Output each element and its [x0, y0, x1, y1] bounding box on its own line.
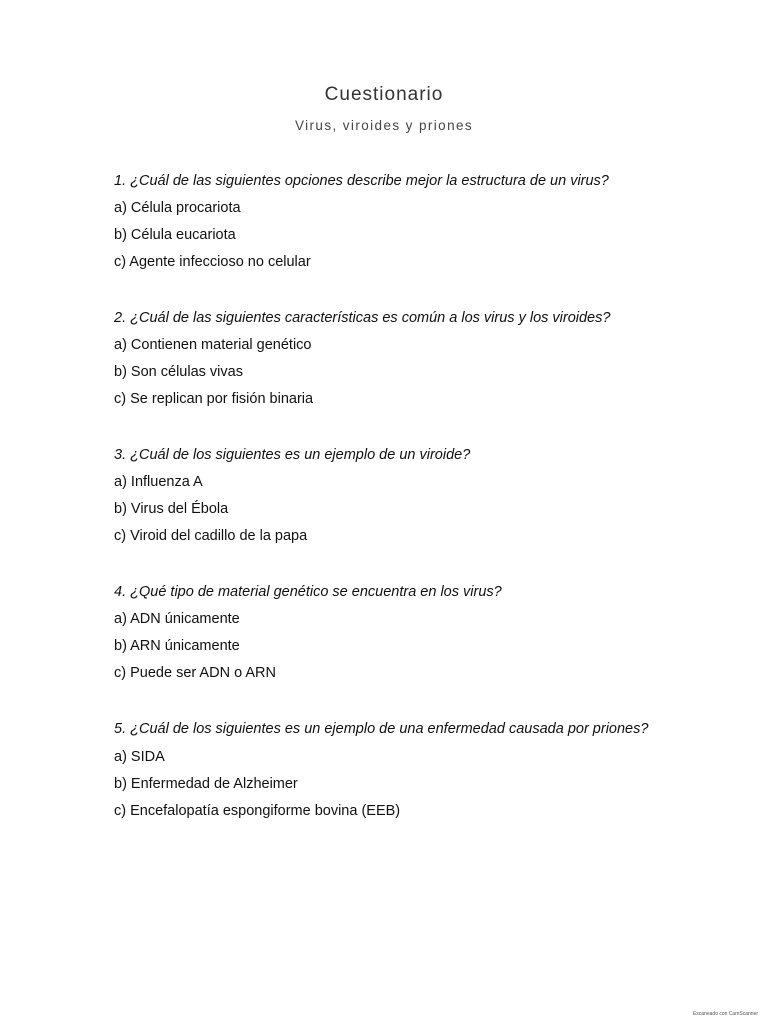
question-text: 2. ¿Cuál de las siguientes características es común a los virus y los viroides? [114, 310, 611, 326]
question-text: 4. ¿Qué tipo de material genético se encuentra en los virus? [114, 584, 502, 600]
option-a: a) Contienen material genético [114, 337, 312, 353]
option-c: c) Se replican por fisión binaria [114, 391, 314, 407]
option-b: b) Enfermedad de Alzheimer [114, 776, 298, 792]
option-c: c) Agente infeccioso no celular [114, 254, 311, 270]
question-4 [114, 583, 674, 682]
page-title: Cuestionario [324, 84, 444, 105]
page-subtitle: Virus, viroides y priones [294, 118, 474, 133]
option-b: b) Son células vivas [114, 364, 243, 380]
option-c: c) Puede ser ADN o ARN [114, 665, 276, 681]
question-text: 1. ¿Cuál de las siguientes opciones describe mejor la estructura de un virus? [114, 173, 609, 189]
option-b: b) Célula eucariota [114, 227, 236, 243]
question-2 [114, 309, 674, 408]
option-a: a) SIDA [114, 749, 165, 765]
option-c: c) Encefalopatía espongiforme bovina (EEB) [114, 803, 401, 819]
question-text: 5. ¿Cuál de los siguientes es un ejemplo de una enfermedad causada por priones? [114, 721, 649, 737]
option-a: a) ADN únicamente [114, 611, 240, 627]
question-5 [114, 720, 674, 820]
option-c: c) Viroid del cadillo de la papa [114, 528, 308, 544]
scanner-watermark: Escaneado con CamScanner [692, 1011, 758, 1017]
question-1 [114, 172, 674, 271]
question-text: 3. ¿Cuál de los siguientes es un ejemplo de un viroide? [114, 447, 471, 463]
option-a: a) Influenza A [114, 474, 203, 490]
question-3 [114, 446, 674, 545]
option-b: b) Virus del Ébola [114, 501, 229, 517]
option-b: b) ARN únicamente [114, 638, 240, 654]
option-a: a) Célula procariota [114, 200, 241, 216]
